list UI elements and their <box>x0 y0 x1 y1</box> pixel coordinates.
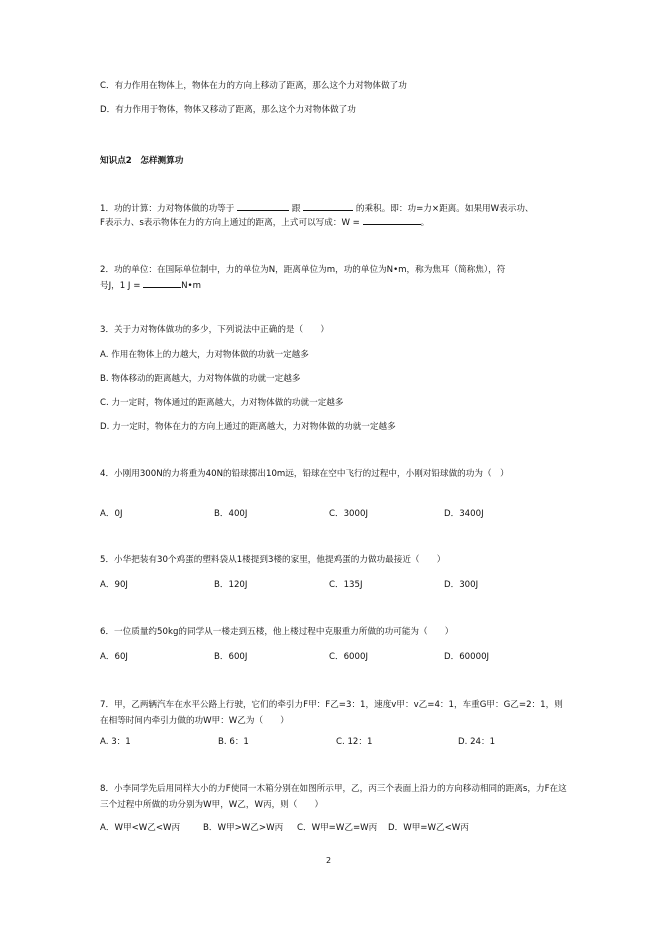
q6-option-b[interactable]: B．600J <box>214 652 248 662</box>
q7-option-b[interactable]: B. 6：1 <box>218 737 249 747</box>
q3-option-b[interactable]: B. 物体移动的距离越大，力对物体做的功就一定越多 <box>100 374 301 384</box>
question-4: 4．小刚用300N的力将重为40N的铅球掷出10m远，铅球在空中飞行的过程中，小刚对铅球做的功为（ ） <box>100 469 509 479</box>
q7-option-a[interactable]: A. 3：1 <box>100 737 131 747</box>
question-6: 6．一位质量约50kg的同学从一楼走到五楼，他上楼过程中克服重力所做的功可能为（ ） <box>100 627 454 637</box>
q1-blank-1[interactable] <box>237 201 289 211</box>
question-1-line-1 <box>100 201 534 215</box>
q4-option-a[interactable]: A．0J <box>100 509 123 519</box>
q1-text-b: 跟 <box>291 204 301 214</box>
q5-option-c[interactable]: C．135J <box>329 580 363 590</box>
q4-option-b[interactable]: B．400J <box>214 509 248 519</box>
q4-option-d[interactable]: D．3400J <box>444 509 484 519</box>
q4-option-c[interactable]: C．3000J <box>329 509 368 519</box>
q3-option-a[interactable]: A. 作用在物体上的力越大，力对物体做的功就一定越多 <box>100 350 309 360</box>
q1-blank-2[interactable] <box>303 201 353 211</box>
q8-option-a[interactable]: A．W甲<W乙<W丙 <box>100 823 181 833</box>
question-2-line-2 <box>100 278 201 292</box>
q3-option-d[interactable]: D. 力一定时，物体在力的方向上通过的距离越大，力对物体做的功就一定越多 <box>100 422 396 432</box>
q7-option-d[interactable]: D. 24：1 <box>458 737 496 747</box>
q1-text-a: 1．功的计算：力对物体做的功等于 <box>100 204 235 214</box>
q2-text-c: N•m <box>181 281 201 291</box>
question-3: 3．关于力对物体做功的多少，下列说法中正确的是（ ） <box>100 325 329 335</box>
option-c-previous: C．有力作用在物体上，物体在力的方向上移动了距离，那么这个力对物体做了功 <box>100 81 407 91</box>
q8-option-d[interactable]: D．W甲=W乙<W丙 <box>388 823 469 833</box>
q3-option-c[interactable]: C. 力一定时，物体通过的距离越大，力对物体做的功就一定越多 <box>100 398 344 408</box>
q2-blank[interactable] <box>143 278 181 288</box>
section-heading: 知识点2 怎样测算功 <box>100 156 184 166</box>
q5-option-d[interactable]: D．300J <box>444 580 479 590</box>
q5-option-b[interactable]: B．120J <box>214 580 248 590</box>
q1-text-d: F表示力、s表示物体在力的方向上通过的距离，上式可以写成：W = <box>100 218 360 228</box>
question-2-line-1: 2．功的单位：在国际单位制中，力的单位为N，距离单位为m，功的单位为N•m，称为焦耳（简称焦），符 <box>100 265 506 275</box>
q6-option-a[interactable]: A．60J <box>100 652 128 662</box>
q8-option-b[interactable]: B．W甲>W乙>W丙 <box>203 823 284 833</box>
question-5: 5．小华把装有30个鸡蛋的塑料袋从1楼提到3楼的家里，他提鸡蛋的力做功最接近（ ） <box>100 555 446 565</box>
q1-text-e: 。 <box>420 218 430 228</box>
q6-option-d[interactable]: D．60000J <box>444 652 490 662</box>
q2-text-b: 号J，1 J = <box>100 281 141 291</box>
q8-option-c[interactable]: C．W甲=W乙=W丙 <box>297 823 378 833</box>
q6-option-c[interactable]: C．6000J <box>329 652 368 662</box>
question-8: 8．小李同学先后用同样大小的力F使同一木箱分别在如图所示甲，乙，丙三个表面上沿力的方向移动相同的距离s，力F在这三个过程中所做的功分别为W甲，W乙，W丙，则（ ） <box>100 784 567 810</box>
question-7: 7．甲，乙两辆汽车在水平公路上行驶，它们的牵引力F甲：F乙=3：1，速度v甲：v乙=4：1，车重G甲：G乙=2：1，则在相等时间内牵引力做的功W甲：W乙为（ ） <box>100 700 563 726</box>
page-number: 2 <box>326 856 332 865</box>
question-1-line-2 <box>100 215 429 229</box>
q1-text-c: 的乘积。即：功=力×距离。如果用W表示功、 <box>355 204 534 214</box>
q7-option-c[interactable]: C. 12：1 <box>336 737 373 747</box>
q5-option-a[interactable]: A．90J <box>100 580 128 590</box>
q1-blank-3[interactable] <box>363 215 421 225</box>
option-d-previous: D．有力作用于物体，物体又移动了距离，那么这个力对物体做了功 <box>100 105 356 115</box>
